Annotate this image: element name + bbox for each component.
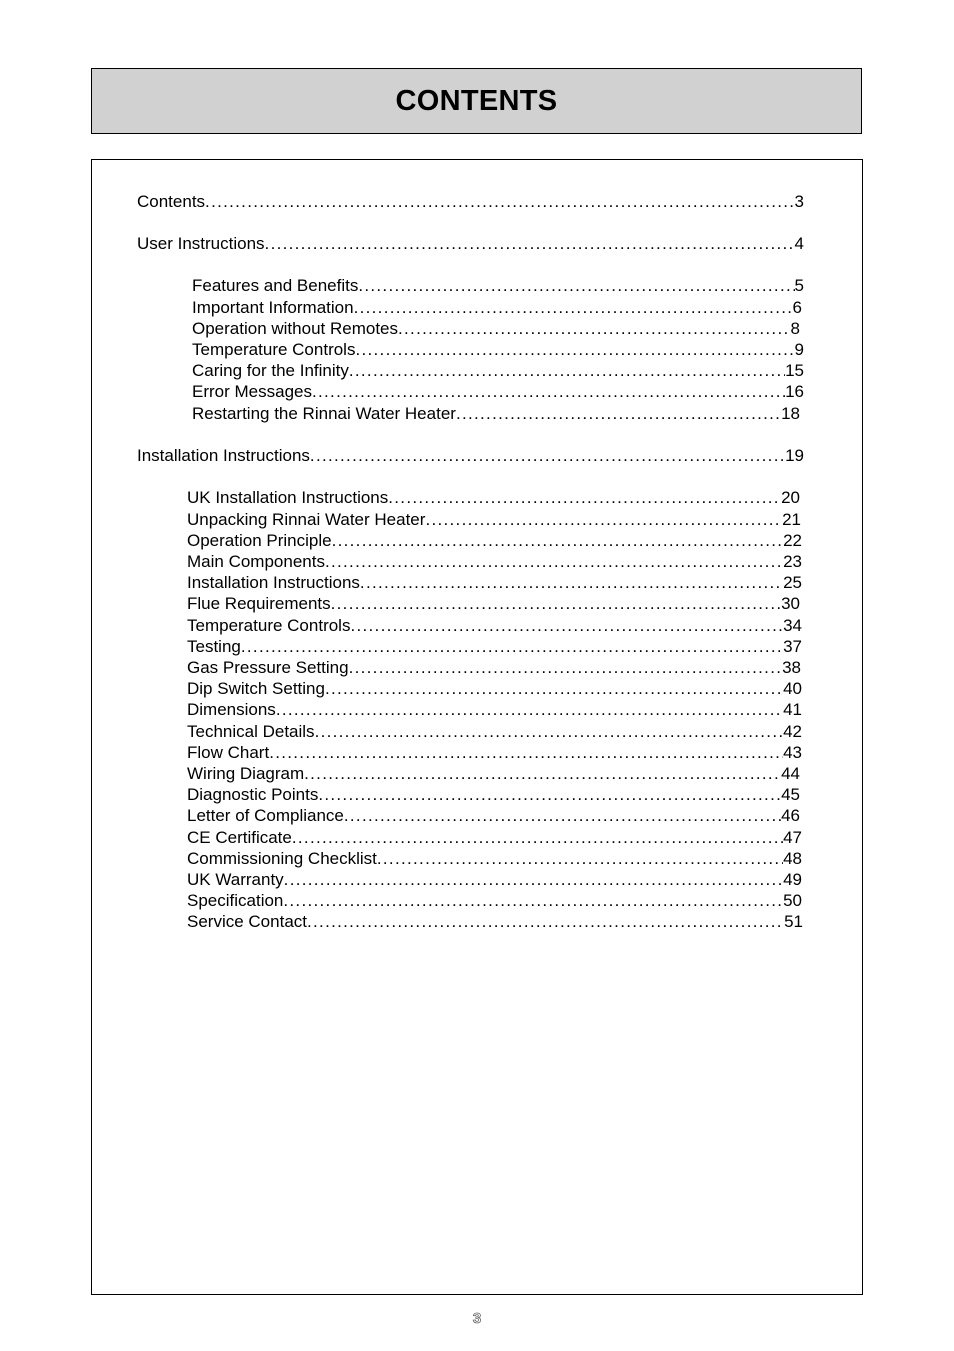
toc-entry-page: 30	[781, 594, 800, 613]
toc-entry-label: Dimensions	[187, 700, 276, 719]
toc-entry[interactable]	[187, 848, 802, 869]
toc-entry-page: 42	[783, 722, 802, 741]
toc-entry-label: Wiring Diagram	[187, 764, 305, 783]
toc-entry-page: 15	[785, 361, 804, 380]
toc-entry[interactable]	[187, 487, 800, 508]
toc-leader-dots	[307, 911, 784, 932]
toc-entry-label: Service Contact	[187, 912, 307, 931]
toc-entry-page: 51	[784, 912, 803, 931]
toc-leader-dots	[360, 572, 783, 593]
toc-entry-label: Dip Switch Setting	[187, 679, 325, 698]
toc-entry-page: 5	[794, 276, 804, 295]
toc-entry[interactable]	[187, 827, 802, 848]
toc-entry[interactable]	[187, 530, 802, 551]
toc-entry-page: 18	[781, 404, 800, 423]
toc-leader-dots	[283, 890, 783, 911]
toc-entry-label: Specification	[187, 891, 284, 910]
toc-entry-page: 20	[781, 488, 800, 507]
toc-leader-dots	[456, 403, 781, 424]
toc-entry-label: Contents	[137, 192, 206, 211]
toc-entry-page: 6	[792, 298, 802, 317]
toc-entry-label: Installation Instructions	[137, 446, 310, 465]
toc-entry-page: 23	[783, 552, 802, 571]
toc-entry[interactable]	[187, 911, 803, 932]
toc-entry-label: Flow Chart	[187, 743, 270, 762]
toc-entry-label: Important Information	[192, 298, 354, 317]
toc-entry-label: Caring for the Infinity	[192, 361, 349, 380]
toc-leader-dots	[377, 848, 783, 869]
toc-leader-dots	[331, 593, 781, 614]
toc-entry[interactable]	[187, 763, 800, 784]
toc-entry-label: UK Warranty	[187, 870, 284, 889]
toc-entry-installation-instructions[interactable]	[137, 445, 804, 466]
toc-entry-page: 8	[790, 319, 800, 338]
toc-leader-dots	[388, 487, 781, 508]
toc-entry[interactable]	[187, 869, 802, 890]
toc-entry-label: Features and Benefits	[192, 276, 359, 295]
toc-entry-page: 50	[783, 891, 802, 910]
toc-entry-label: UK Installation Instructions	[187, 488, 389, 507]
toc-leader-dots	[332, 530, 784, 551]
toc-entry-page: 45	[781, 785, 800, 804]
toc-entry[interactable]	[187, 890, 802, 911]
toc-leader-dots	[310, 445, 785, 466]
toc-leader-dots	[349, 360, 785, 381]
title-box	[91, 68, 862, 134]
toc-leader-dots	[349, 657, 783, 678]
toc-entry[interactable]	[192, 275, 804, 296]
toc-entry-label: Main Components	[187, 552, 325, 571]
toc-leader-dots	[358, 275, 794, 296]
toc-leader-dots	[205, 191, 794, 212]
toc-entry[interactable]	[187, 615, 802, 636]
toc-entry-page: 43	[783, 743, 802, 762]
page-title: CONTENTS	[395, 84, 558, 117]
toc-entry-label: CE Certificate	[187, 828, 292, 847]
toc-entry-page: 48	[783, 849, 802, 868]
toc-entry-page: 25	[783, 573, 802, 592]
toc-entry-page: 49	[783, 870, 802, 889]
toc-leader-dots	[292, 827, 783, 848]
toc-entry-page: 40	[783, 679, 802, 698]
toc-leader-dots	[269, 742, 783, 763]
toc-leader-dots	[304, 763, 781, 784]
toc-entry-page: 3	[794, 192, 804, 211]
toc-entry-label: Testing	[187, 637, 241, 656]
toc-entry-page: 16	[785, 382, 804, 401]
toc-leader-dots	[344, 805, 781, 826]
toc-leader-dots	[315, 721, 784, 742]
toc-entry[interactable]	[187, 572, 802, 593]
toc-entry-page: 47	[783, 828, 802, 847]
toc-entry-page: 34	[783, 616, 802, 635]
toc-entry-label: Letter of Compliance	[187, 806, 344, 825]
toc-entry[interactable]	[187, 636, 802, 657]
toc-entry[interactable]	[187, 657, 801, 678]
toc-entry-label: Restarting the Rinnai Water Heater	[192, 404, 456, 423]
toc-entry[interactable]	[187, 509, 801, 530]
toc-entry[interactable]	[187, 699, 802, 720]
toc-entry-page: 22	[783, 531, 802, 550]
toc-entry[interactable]	[187, 678, 802, 699]
toc-entry[interactable]	[187, 721, 802, 742]
toc-leader-dots	[241, 636, 783, 657]
toc-entry-label: Operation without Remotes	[192, 319, 398, 338]
toc-leader-dots	[265, 233, 795, 254]
toc-entry[interactable]	[192, 360, 804, 381]
toc-leader-dots	[354, 297, 793, 318]
toc-leader-dots	[276, 699, 783, 720]
toc-entry[interactable]	[187, 742, 802, 763]
toc-entry-page: 4	[794, 234, 804, 253]
toc-entry[interactable]	[192, 381, 804, 402]
toc-leader-dots	[312, 381, 785, 402]
toc-entry-label: Diagnostic Points	[187, 785, 319, 804]
toc-entry-label: Technical Details	[187, 722, 315, 741]
toc-leader-dots	[284, 869, 783, 890]
toc-entry-page: 21	[782, 510, 801, 529]
toc-entry-page: 19	[785, 446, 804, 465]
toc-entry[interactable]	[192, 318, 800, 339]
toc-entry-label: Unpacking Rinnai Water Heater	[187, 510, 426, 529]
toc-entry-contents[interactable]	[137, 191, 804, 212]
toc-entry[interactable]	[192, 297, 802, 318]
toc-entry-label: Temperature Controls	[192, 340, 356, 359]
toc-entry-page: 41	[783, 700, 802, 719]
toc-leader-dots	[325, 678, 783, 699]
toc-entry-page: 44	[781, 764, 800, 783]
toc-leader-dots	[350, 615, 783, 636]
toc-entry[interactable]	[187, 784, 800, 805]
toc-entry[interactable]	[192, 403, 800, 424]
toc-entry-label: Flue Requirements	[187, 594, 331, 613]
toc-entry-user-instructions[interactable]	[137, 233, 804, 254]
toc-entry-label: Installation Instructions	[187, 573, 360, 592]
page-number: 3	[472, 1310, 482, 1327]
toc-entry-page: 38	[782, 658, 801, 677]
toc-leader-dots	[325, 551, 783, 572]
toc-leader-dots	[355, 339, 794, 360]
toc-entry-label: Temperature Controls	[187, 616, 351, 635]
toc-entry[interactable]	[192, 339, 804, 360]
toc-leader-dots	[425, 509, 782, 530]
toc-entry-page: 9	[794, 340, 804, 359]
toc-entry-page: 37	[783, 637, 802, 656]
toc-entry[interactable]	[187, 551, 802, 572]
toc-entry-label: Commissioning Checklist	[187, 849, 377, 868]
toc-entry-page: 46	[781, 806, 800, 825]
toc-entry-label: Operation Principle	[187, 531, 332, 550]
toc-leader-dots	[318, 784, 781, 805]
toc-entry-label: Error Messages	[192, 382, 312, 401]
toc-leader-dots	[398, 318, 791, 339]
toc-entry-label: User Instructions	[137, 234, 265, 253]
toc-entry[interactable]	[187, 805, 800, 826]
toc-entry[interactable]	[187, 593, 800, 614]
toc-entry-label: Gas Pressure Setting	[187, 658, 349, 677]
